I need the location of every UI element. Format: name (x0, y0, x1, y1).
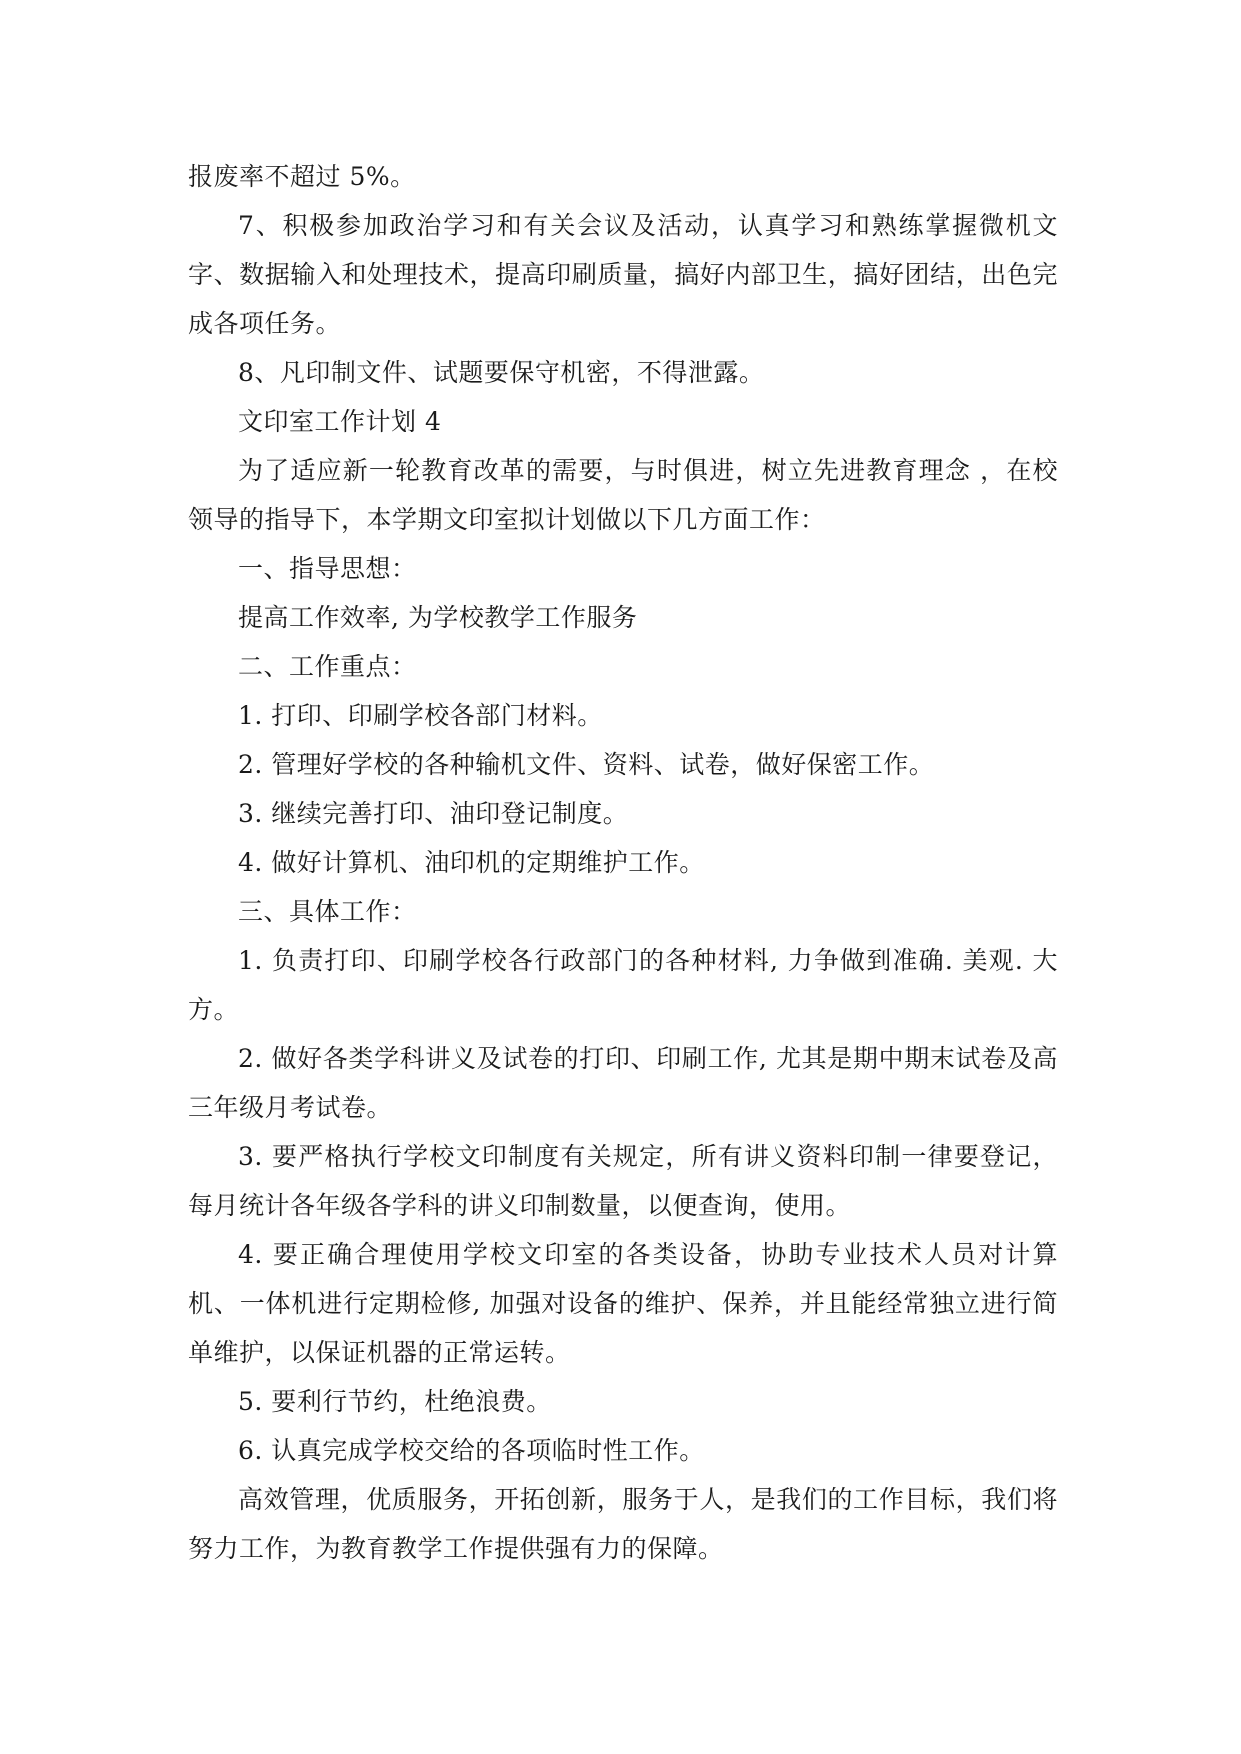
section-title: 文印室工作计划 4 (238, 407, 442, 436)
list-item: 4. 要正确合理使用学校文印室的各类设备，协助专业技术人员对计算机、一体机进行定期检修, 加强对设备的维护、保养，并且能经常独立进行简单维护，以保证机器的正常运转。 (188, 1240, 1058, 1367)
paragraph: 报废率不超过 5%。 (188, 162, 416, 191)
list-item: 2. 做好各类学科讲义及试卷的打印、印刷工作, 尤其是期中期末试卷及高三年级月考试卷。 (188, 1044, 1058, 1122)
list-item: 1. 负责打印、印刷学校各行政部门的各种材料, 力争做到准确. 美观. 大方。 (188, 946, 1058, 1024)
list-item: 1. 打印、印刷学校各部门材料。 (238, 701, 603, 730)
list-item: 4. 做好计算机、油印机的定期维护工作。 (238, 848, 705, 877)
paragraph: 提高工作效率, 为学校教学工作服务 (238, 603, 638, 632)
section-heading: 二、工作重点： (238, 652, 417, 681)
paragraph: 7、积极参加政治学习和有关会议及活动，认真学习和熟练掌握微机文字、数据输入和处理技术，提高印刷质量，搞好内部卫生，搞好团结，出色完成各项任务。 (188, 211, 1058, 338)
document-body (188, 152, 1058, 1573)
list-item: 5. 要利行节约，杜绝浪费。 (238, 1387, 552, 1416)
paragraph: 8、凡印制文件、试题要保守机密，不得泄露。 (238, 358, 765, 387)
list-item: 3. 要严格执行学校文印制度有关规定，所有讲义资料印制一律要登记，每月统计各年级各学科的讲义印制数量，以便查询，使用。 (188, 1142, 1058, 1220)
list-item: 2. 管理好学校的各种输机文件、资料、试卷，做好保密工作。 (238, 750, 935, 779)
list-item: 3. 继续完善打印、油印登记制度。 (238, 799, 629, 828)
closing-paragraph: 高效管理，优质服务，开拓创新，服务于人，是我们的工作目标，我们将努力工作，为教育教学工作提供强有力的保障。 (188, 1485, 1058, 1563)
section-heading: 三、具体工作： (238, 897, 417, 926)
paragraph: 为了适应新一轮教育改革的需要，与时俱进，树立先进教育理念 ，在校领导的指导下，本学期文印室拟计划做以下几方面工作： (188, 456, 1058, 534)
list-item: 6. 认真完成学校交给的各项临时性工作。 (238, 1436, 705, 1465)
section-heading: 一、指导思想： (238, 554, 417, 583)
